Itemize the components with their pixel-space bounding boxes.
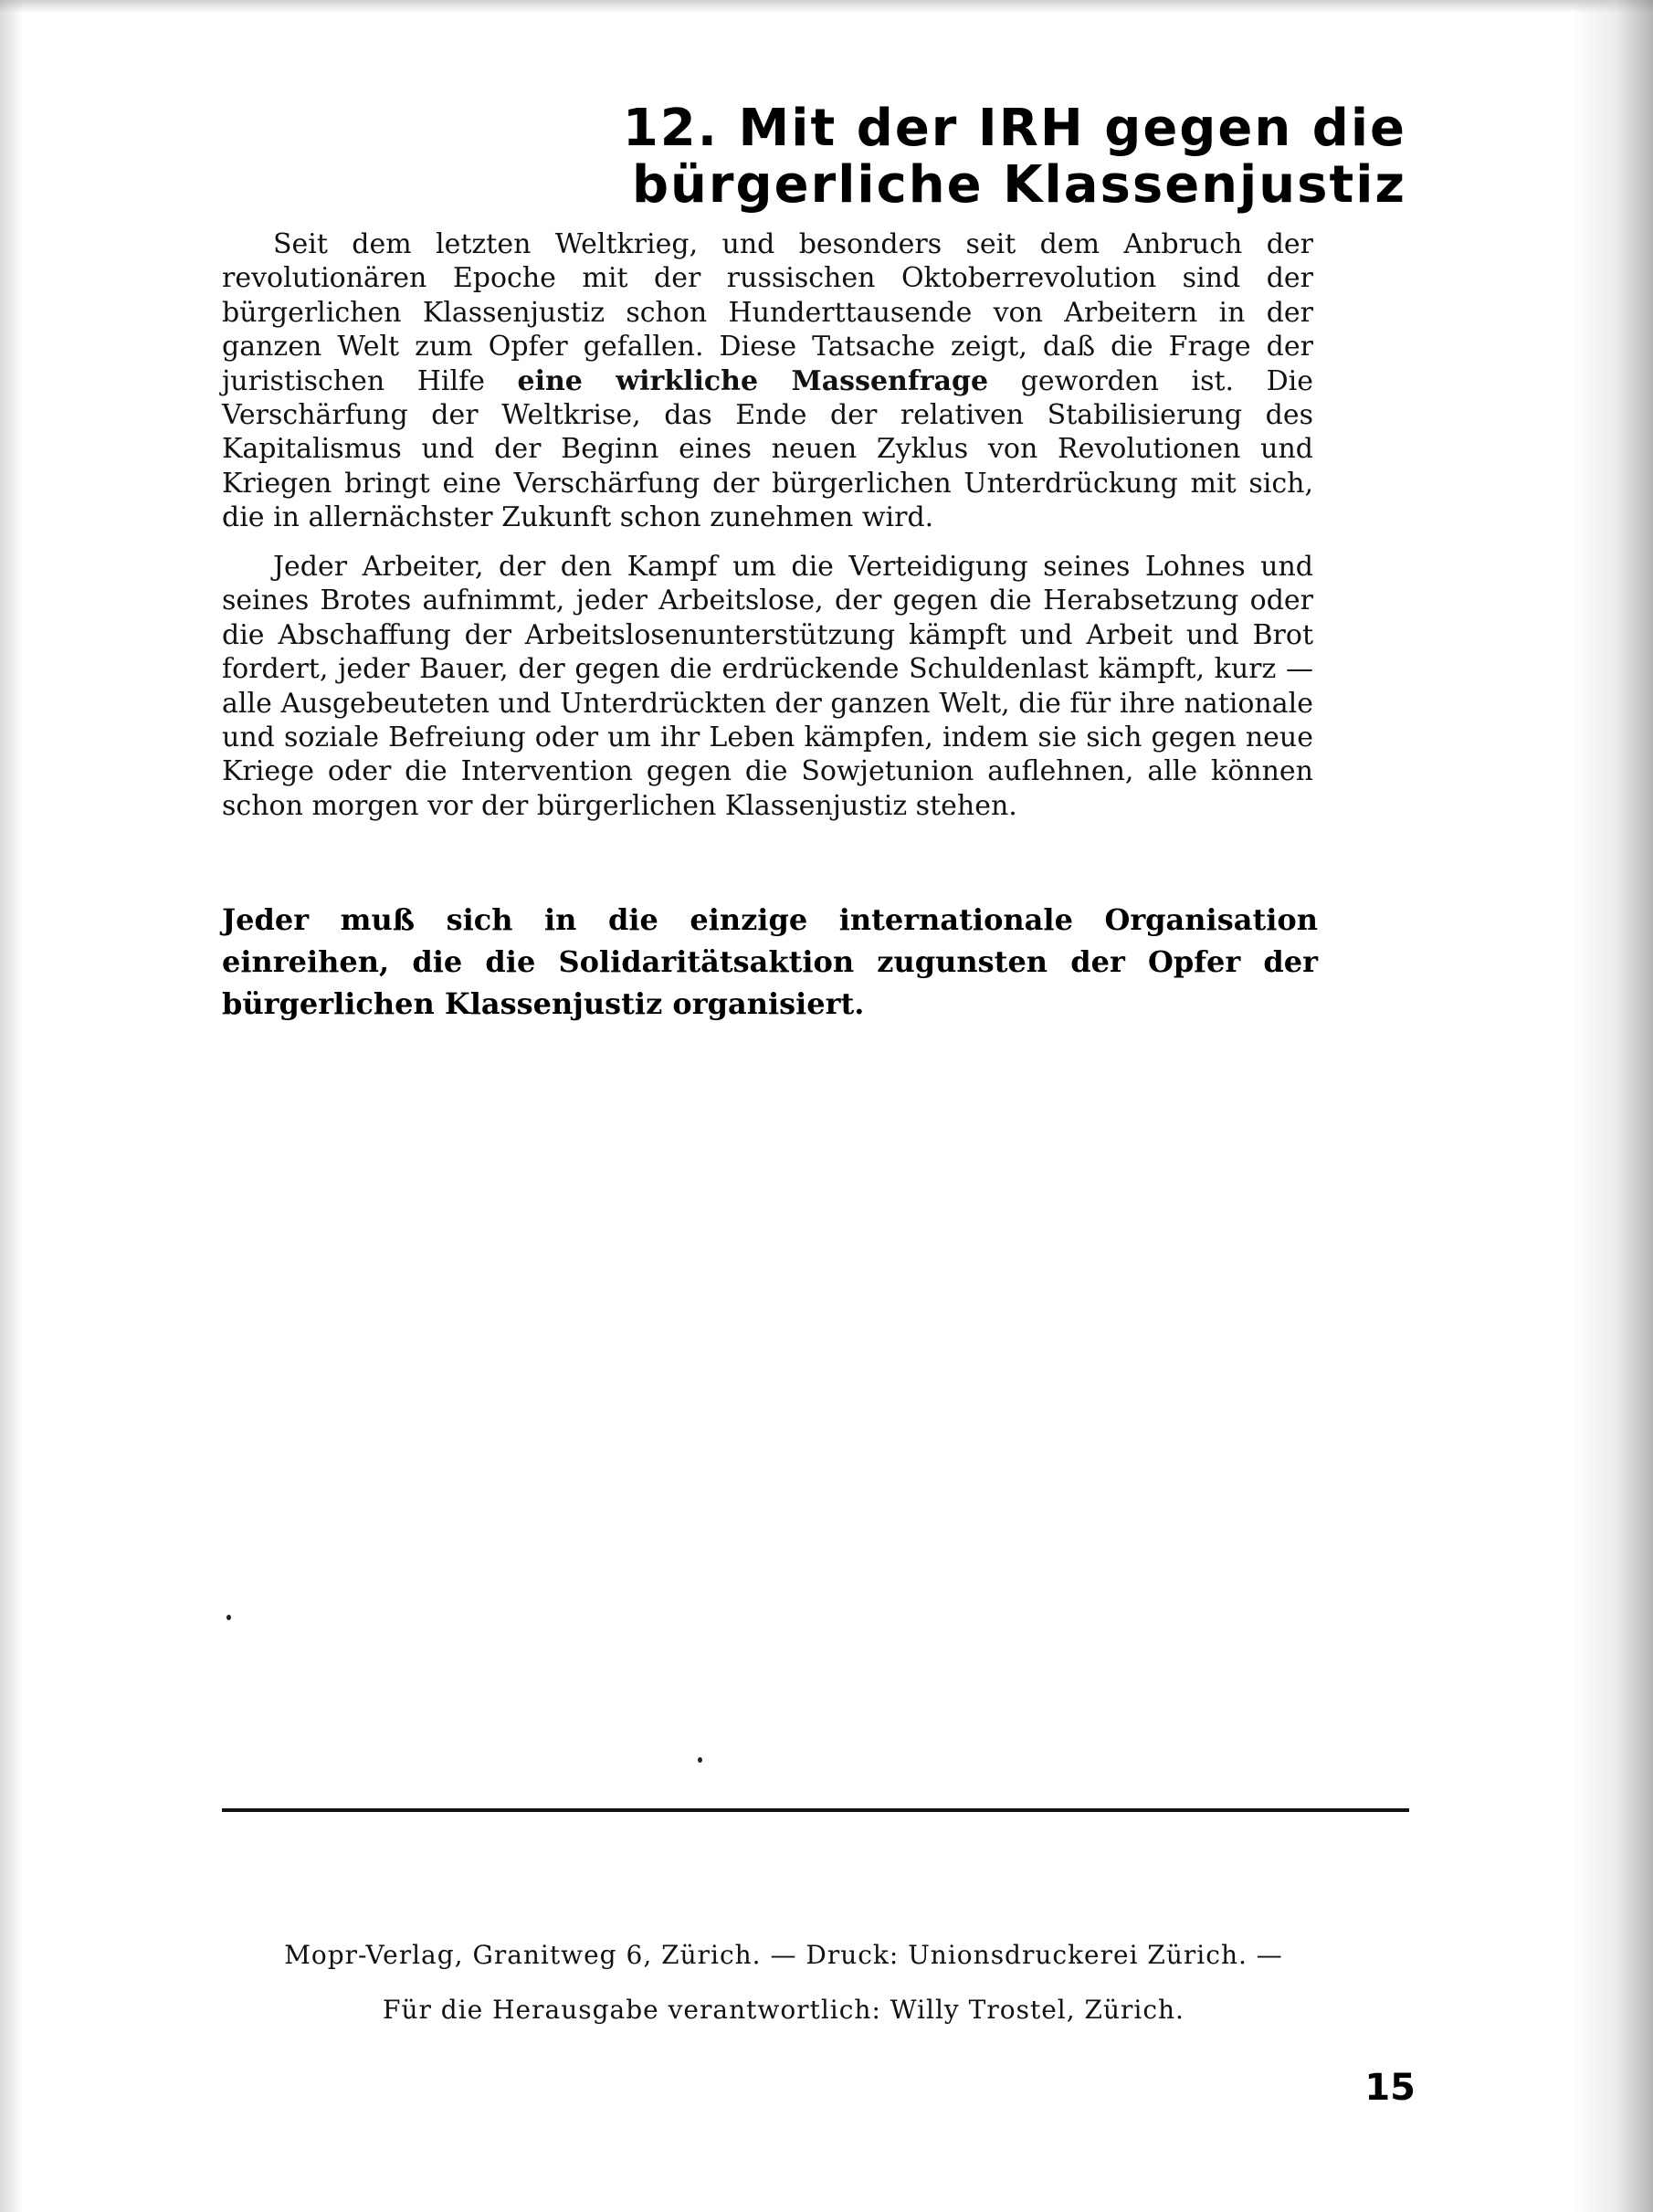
print-speck	[698, 1757, 702, 1763]
chapter-heading	[475, 100, 1406, 214]
heading-line-1: 12. Mit der IRH gegen die	[622, 98, 1406, 158]
bold-callout: Jeder muß sich in die einzige internationale Organisation einreihen, die die Solidaritätsaktion zugunsten der Opfer der bürgerlichen Klassenjustiz organisiert.	[222, 902, 1318, 1021]
print-speck	[226, 1615, 231, 1620]
paragraph-1-text-start: Seit dem letzten Weltkrieg, und besonders seit dem Anbruch der revolutionären Epoche mit der russischen Oktoberrevolution sind der bürgerlichen Klassenjustiz schon Hunderttausende von Arbeitern in der ganzen Welt zum Opfer gefallen. Diese Tatsache zeigt, daß die Frage der juristischen Hilfe	[222, 228, 1313, 397]
imprint-responsible: Für die Herausgabe verantwortlich: Willy Trostel, Zürich.	[383, 1995, 1184, 2025]
paragraph-1-text-end: geworden ist. Die Verschärfung der Weltkrise, das Ende der relativen Stabilisierung des Kapitalismus und der Beginn eines neuen Zyklus von Revolutionen und Kriegen bringt eine Verschärfung der bürgerlichen Unterdrückung mit sich, die in allernächster Zukunft schon zunehmen wird.	[222, 364, 1313, 534]
paragraph-1	[222, 227, 1313, 535]
page-number: 15	[1364, 2067, 1416, 2109]
footer-divider	[222, 1808, 1409, 1812]
scan-shadow-top	[0, 0, 1653, 13]
paragraph-1-emphasis: eine wirkliche Massenfrage	[517, 364, 989, 397]
scan-shadow-left	[0, 0, 24, 2212]
paragraph-2: Jeder Arbeiter, der den Kampf um die Verteidigung seines Lohnes und seines Brotes aufnimmt, jeder Arbeitslose, der gegen die Herabsetzung oder die Abschaffung der Arbeitslosenunterstützung kämpft und Arbeit und Brot fordert, jeder Bauer, der gegen die erdrückende Schuldenlast kämpft, kurz — alle Ausgebeuteten und Unterdrückten der ganzen Welt, die für ihre nationale und soziale Befreiung oder um ihr Leben kämpfen, indem sie sich gegen neue Kriege oder die Intervention gegen die Sowjetunion auflehnen, alle können schon morgen vor der bürgerlichen Klassenjustiz stehen.	[222, 551, 1313, 822]
scan-shadow-right	[1571, 0, 1653, 2212]
imprint-publisher: Mopr-Verlag, Granitweg 6, Zürich. — Druck: Unionsdruckerei Zürich. —	[284, 1940, 1283, 1970]
heading-line-2: bürgerliche Klassenjustiz	[631, 154, 1406, 215]
